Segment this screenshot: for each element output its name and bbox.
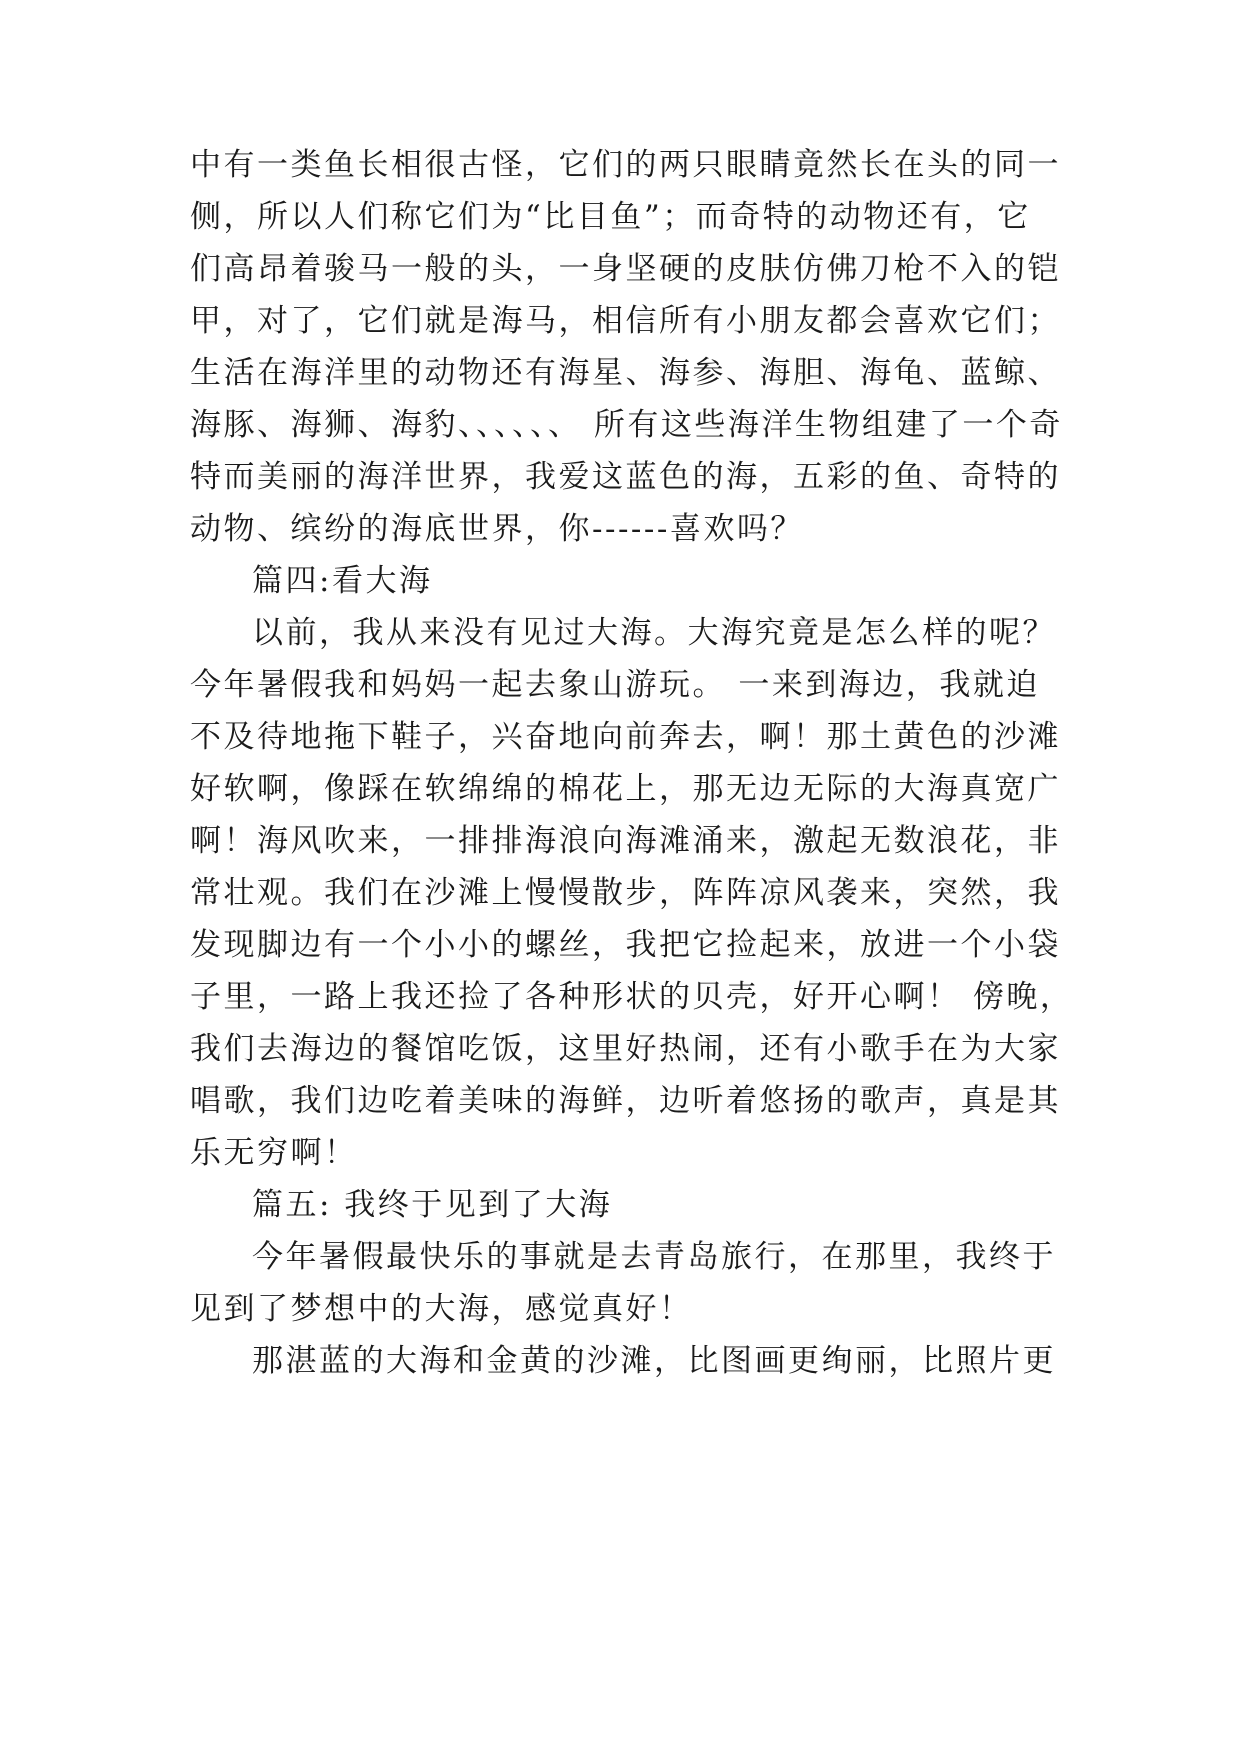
body-text-line: 海豚、海狮、海豹、、、、、、 所有这些海洋生物组建了一个奇 (190, 407, 1063, 443)
body-text-line: 唱歌，我们边吃着美味的海鲜，边听着悠扬的歌声，真是其 (190, 1083, 1061, 1119)
body-text-line: 我们去海边的餐馆吃饭，这里好热闹，还有小歌手在为大家 (190, 1031, 1061, 1067)
body-text-line: 生活在海洋里的动物还有海星、海参、海胆、海龟、蓝鲸、 (190, 355, 1061, 391)
body-text-line: 好软啊，像踩在软绵绵的棉花上，那无边无际的大海真宽广 (190, 771, 1061, 807)
body-text-line: 常壮观。我们在沙滩上慢慢散步，阵阵凉风袭来，突然，我 (190, 875, 1061, 911)
body-text-line: 今年暑假最快乐的事就是去青岛旅行，在那里，我终于 (252, 1239, 1056, 1275)
body-text-line: 子里，一路上我还捡了各种形状的贝壳，好开心啊！ 傍晚， (190, 979, 1074, 1015)
body-text-line: 以前，我从来没有见过大海。大海究竟是怎么样的呢？ (252, 615, 1056, 651)
body-text-line: 侧，所以人们称它们为“比目鱼”；而奇特的动物还有，它 (190, 199, 1031, 235)
section-heading: 篇四:看大海 (252, 563, 433, 599)
body-text-line: 啊！海风吹来，一排排海浪向海滩涌来，激起无数浪花，非 (190, 823, 1061, 859)
body-text-line: 今年暑假我和妈妈一起去象山游玩。 一来到海边，我就迫 (190, 667, 1040, 703)
body-text-line: 特而美丽的海洋世界，我爱这蓝色的海，五彩的鱼、奇特的 (190, 459, 1061, 495)
body-text-line: 中有一类鱼长相很古怪，它们的两只眼睛竟然长在头的同一 (190, 147, 1061, 183)
body-text-line: 乐无穷啊！ (190, 1135, 358, 1171)
body-text-line: 发现脚边有一个小小的螺丝，我把它捡起来，放进一个小袋 (190, 927, 1061, 963)
body-text-line: 甲，对了，它们就是海马，相信所有小朋友都会喜欢它们； (190, 303, 1061, 339)
body-text-line: 不及待地拖下鞋子，兴奋地向前奔去，啊！那土黄色的沙滩 (190, 719, 1061, 755)
body-text-line: 们高昂着骏马一般的头，一身坚硬的皮肤仿佛刀枪不入的铠 (190, 251, 1061, 287)
section-heading: 篇五: 我终于见到了大海 (252, 1187, 613, 1223)
body-text-line: 见到了梦想中的大海，感觉真好！ (190, 1291, 693, 1327)
body-text-line: 那湛蓝的大海和金黄的沙滩，比图画更绚丽，比照片更 (252, 1343, 1056, 1379)
body-text-line: 动物、缤纷的海底世界，你------喜欢吗？ (190, 511, 804, 547)
